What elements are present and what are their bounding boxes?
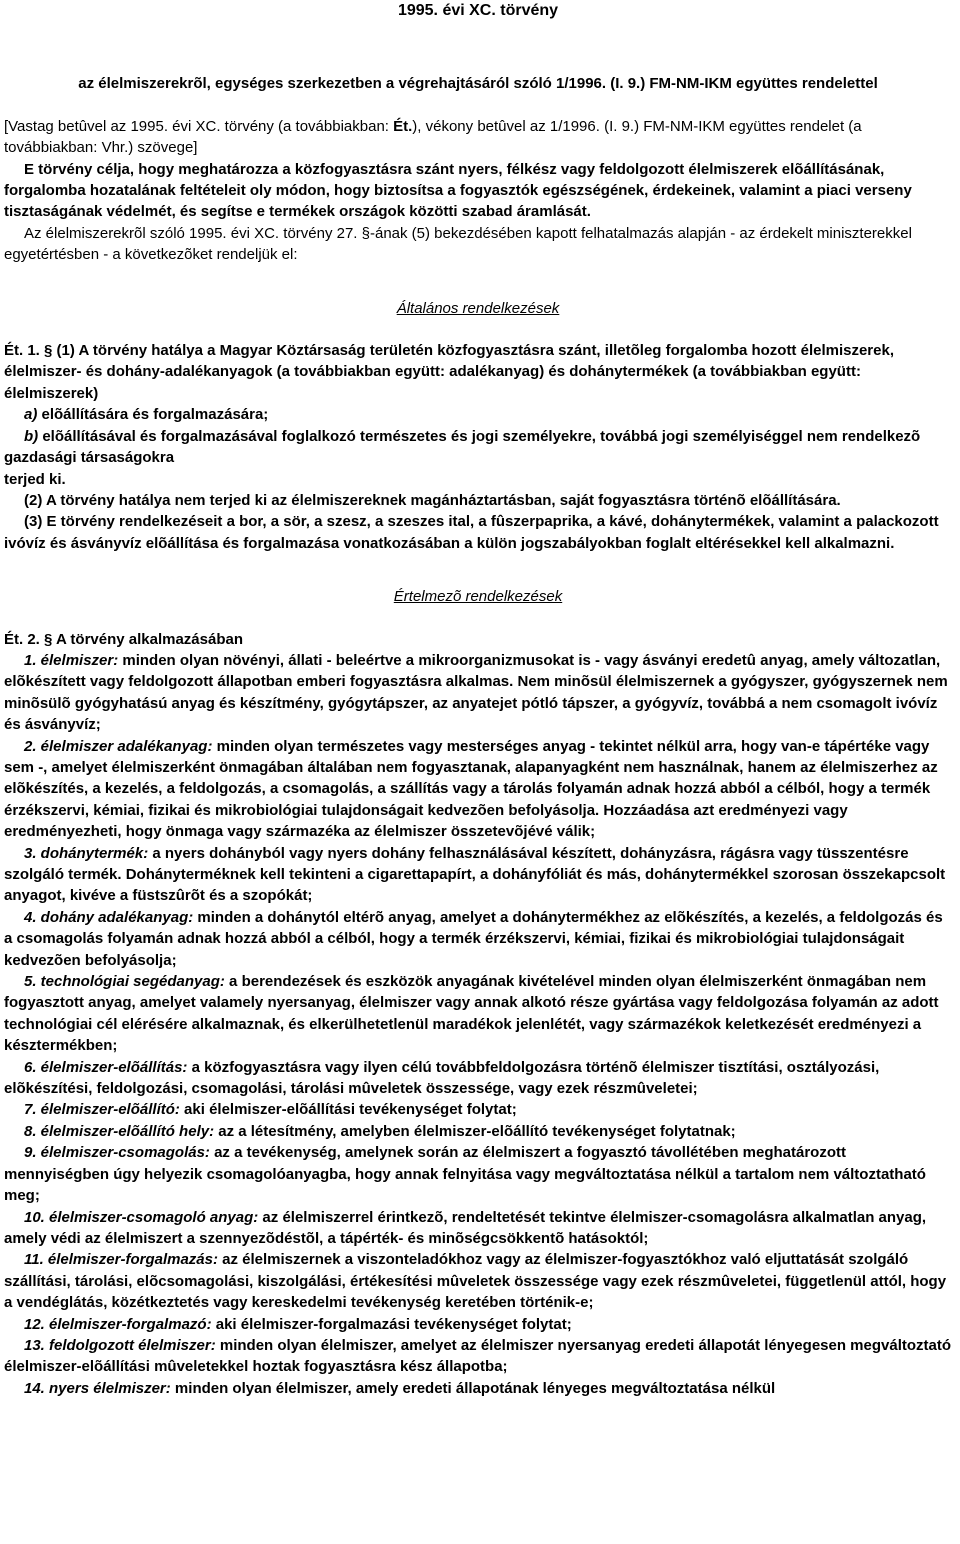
- definition-text: az a létesítmény, amelyben élelmiszer-elõállító tevékenységet folytatnak;: [214, 1122, 736, 1140]
- section-1: [4, 340, 952, 554]
- definition-text: a nyers dohányból vagy nyers dohány felhasználásával készített, dohányzásra, rágásra vagy tüsszentésre szolgáló termék. Dohányterméknek kell tekinteni a cigarettapapírt, a dohányfóliát és más, dohánytermékkel szorosan összekapcsolt anyagot, kivéve a füstszûrõt és a szopókát;: [4, 844, 946, 905]
- definition-text: az a tevékenység, amelynek során az élelmiszert a fogyasztó távollétében meghatározott mennyiségben úgy helyezik csomagolóanyagba, hogy annak felnyitása vagy megváltoztatása nélkül a tartalom nem változtatható meg;: [4, 1144, 926, 1205]
- definition-item: [4, 843, 952, 907]
- definition-term: 1. élelmiszer:: [24, 651, 119, 669]
- section-heading-definitions: Értelmezõ rendelkezések: [393, 588, 563, 606]
- section-1-paragraph-2: (2) A törvény hatálya nem terjed ki az élelmiszereknek magánháztartásban, saját fogyasztásra történõ elõállítására.: [24, 491, 841, 509]
- section-2-label: Ét. 2. § A törvény alkalmazásában: [4, 630, 243, 648]
- preamble-law: E törvény célja, hogy meghatározza a közfogyasztásra szánt nyers, félkész vagy feldolgozott élelmiszerek elõállításának, forgalomba hozatalának feltételeit oly módon, hogy biztosítsa a fogyasztók egészségének, érdekeinek, valamint a piaci verseny tisztaságának védelmét, és segítse e termékek országok közötti szabad áramlását.: [4, 160, 912, 221]
- definition-item: [4, 1121, 952, 1142]
- definition-term: 10. élelmiszer-csomagoló anyag:: [24, 1208, 259, 1226]
- section-1-label: Ét. 1. §: [4, 342, 57, 360]
- section-heading-general: Általános rendelkezések: [396, 299, 560, 317]
- section-1-point-b: [4, 426, 952, 469]
- definition-term: 5. technológiai segédanyag:: [24, 973, 225, 991]
- editorial-note: [4, 116, 952, 159]
- definition-term: 3. dohánytermék:: [24, 844, 149, 862]
- definition-item: [4, 736, 952, 843]
- definition-text: minden olyan élelmiszer, amely eredeti állapotának lényeges megváltoztatása nélkül: [170, 1379, 776, 1397]
- definition-item: [4, 1099, 952, 1120]
- note-part-1: [Vastag betûvel az 1995. évi XC. törvény (a továbbiakban:: [4, 117, 394, 135]
- definition-item: [4, 971, 952, 1057]
- definition-item: [4, 1057, 952, 1100]
- definition-item: [4, 1207, 952, 1250]
- section-1-paragraph-3: (3) E törvény rendelkezéseit a bor, a sör, a szesz, a szeszes ital, a fûszerpaprika, a kávé, dohánytermékek, valamint a palackozott ivóvíz és ásványvíz elõállítása és forgalmazása vonatkozásában a külön jogszabályokban foglalt eltérésekkel kell alkalmazni.: [4, 513, 939, 552]
- definition-term: 11. élelmiszer-forgalmazás:: [24, 1251, 218, 1269]
- definition-text: aki élelmiszer-elõállítási tevékenységet folytat;: [179, 1101, 517, 1119]
- definition-term: 4. dohány adalékanyag:: [24, 908, 194, 926]
- note-part-2: ), vékony betûvel az 1/1996. (I. 9.) FM-NM-IKM együttes rendelet (a továbbiakban: Vhr.) szövege]: [4, 117, 862, 157]
- definition-text: az élelmiszernek a viszonteladókhoz vagy az élelmiszer-fogyasztókhoz való eljuttatását szolgáló szállítási, tárolási, elõcsomagolási, kiszolgálási, értékesítési mûveletek összessége vagy ezek részmûveletei, függetlenül attól, hogy a vendéglátás, közétkeztetés vagy kereskedelmi tevékenység keretében történik-e;: [4, 1251, 947, 1312]
- definition-item: [4, 1142, 952, 1206]
- section-1-paragraph-1: (1) A törvény hatálya a Magyar Köztársaság területén közfogyasztásra szánt, illetõleg forgalomba hozott élelmiszerek, élelmiszer- és dohány-adalékanyagok (a továbbiakban együtt: adalékanyag) és dohánytermékek (a továbbiakban együtt: élelmiszerek): [4, 342, 894, 402]
- preamble-decree: Az élelmiszerekrõl szóló 1995. évi XC. törvény 27. §-ának (5) bekezdésében kapott felhatalmazás alapján - az érdekelt miniszterekkel egyetértésben - a következõket rendeljük el:: [4, 224, 912, 264]
- definition-item: [4, 650, 952, 736]
- definition-term: 9. élelmiszer-csomagolás:: [24, 1144, 210, 1162]
- document-subtitle: az élelmiszerekrõl, egységes szerkezetben a végrehajtásáról szóló 1/1996. (I. 9.) FM-NM-IKM együttes rendelettel: [78, 75, 878, 93]
- point-b-text: elõállításával és forgalmazásával foglalkozó természetes és jogi személyekre, továbbá jogi személyiséggel nem rendelkezõ gazdasági társaságokra: [4, 427, 921, 467]
- document-title: 1995. évi XC. törvény: [397, 2, 559, 19]
- definition-term: 14. nyers élelmiszer:: [24, 1379, 171, 1397]
- definition-item: [4, 907, 952, 971]
- definition-text: aki élelmiszer-forgalmazási tevékenységet folytat;: [211, 1315, 572, 1333]
- definition-term: 13. feldolgozott élelmiszer:: [24, 1336, 216, 1354]
- definition-item: [4, 1378, 952, 1399]
- section-1-end: terjed ki.: [4, 470, 66, 488]
- definition-term: 12. élelmiszer-forgalmazó:: [24, 1315, 212, 1333]
- definition-text: a közfogyasztásra vagy ilyen célú továbbfeldolgozásra történõ élelmiszer tisztítási, osztályozási, elõkészítési, feldolgozási, csomagolási, tárolási mûveletek összessége, vagy ezek részmûveletei;: [4, 1058, 880, 1098]
- point-a-label: a): [24, 406, 38, 424]
- definition-text: minden olyan természetes vagy mesterséges anyag - tekintet nélkül arra, hogy van-e tápértéke vagy sem -, amelyet élelmiszerként önmagában általában nem fogyasztanak, alapanyagként nem használnak, hanem az élelmiszerhez az elõkészítés, a kezelés, a feldolgozás, a csomagolás, a szállítás vagy a tárolás folyamán adnak hozzá abból a célból, hogy a termék érzékszervi, kémiai, fizikai és mikrobiológiai tulajdonságait kedvezõen befolyásolja. Hozzáadása azt eredményezi vagy eredményezheti, hogy önmaga vagy származéka az élelmiszer összetevõjévé válik;: [4, 737, 938, 841]
- definition-term: 2. élelmiszer adalékanyag:: [24, 737, 213, 755]
- definition-text: minden olyan élelmiszer, amelyet az élelmiszer nyersanyag eredeti állapotát lényegesen megváltoztató élelmiszer-elõállítási mûveletekkel hoztak fogyasztásra kész állapotba;: [4, 1336, 952, 1376]
- definition-item: [4, 1335, 952, 1378]
- definition-item: [4, 1249, 952, 1313]
- definition-term: 7. élelmiszer-elõállító:: [24, 1101, 180, 1119]
- definitions-list: [4, 650, 952, 1399]
- definition-text: minden a dohánytól eltérõ anyag, amelyet a dohánytermékhez az elõkészítés, a kezelés, a feldolgozás és a csomagolás folyamán adnak hozzá abból a célból, hogy a termék érzékszervi, kémiai, fizikai és mikrobiológiai tulajdonságait kedvezõen befolyásolja;: [4, 908, 943, 969]
- section-1-point-a: [4, 404, 952, 425]
- definition-item: [4, 1314, 952, 1335]
- definition-text: az élelmiszerrel érintkezõ, rendeltetését tekintve élelmiszer-csomagolásra alkalmatlan anyag, amely védi az élelmiszert a szennyezõdéstõl, a tápérték- és minõségcsökkentõ hatásoktól;: [4, 1208, 927, 1247]
- document-page: [4, 0, 952, 1399]
- note-bold: Ét.: [393, 117, 413, 135]
- point-a-text: elõállítására és forgalmazására;: [37, 406, 269, 424]
- definition-term: 8. élelmiszer-elõállító hely:: [24, 1122, 215, 1140]
- point-b-label: b): [24, 427, 39, 445]
- definition-term: 6. élelmiszer-elõállítás:: [24, 1058, 188, 1076]
- definition-text: minden olyan növényi, állati - beleértve a mikroorganizmusokat is - vagy ásványi eredetû anyag, amely változatlan, elõkészített vagy feldolgozott állapotban emberi fogyasztásra alkalmas. Nem minõsül élelmiszernek a gyógyszer, gyógyszernek nem minõsülõ gyógyhatású anyag és készítmény, gyógytápszer, az anyatejet pótló tápszer, a gyógyvíz, továbbá a nem csomagolt ivóvíz és ásványvíz;: [4, 651, 948, 734]
- definition-text: a berendezések és eszközök anyagának kivételével minden olyan élelmiszerként önmagában nem fogyasztott anyag, amelyet valamely nyersanyag, élelmiszer vagy annak alkotó része gyártása vagy feldolgozása folyamán az adott technológiai cél elérésére alkalmaznak, és elkerülhetetlenül maradékok jelenlétét, vagy származékok keletkezését eredményezi a késztermékben;: [4, 973, 939, 1055]
